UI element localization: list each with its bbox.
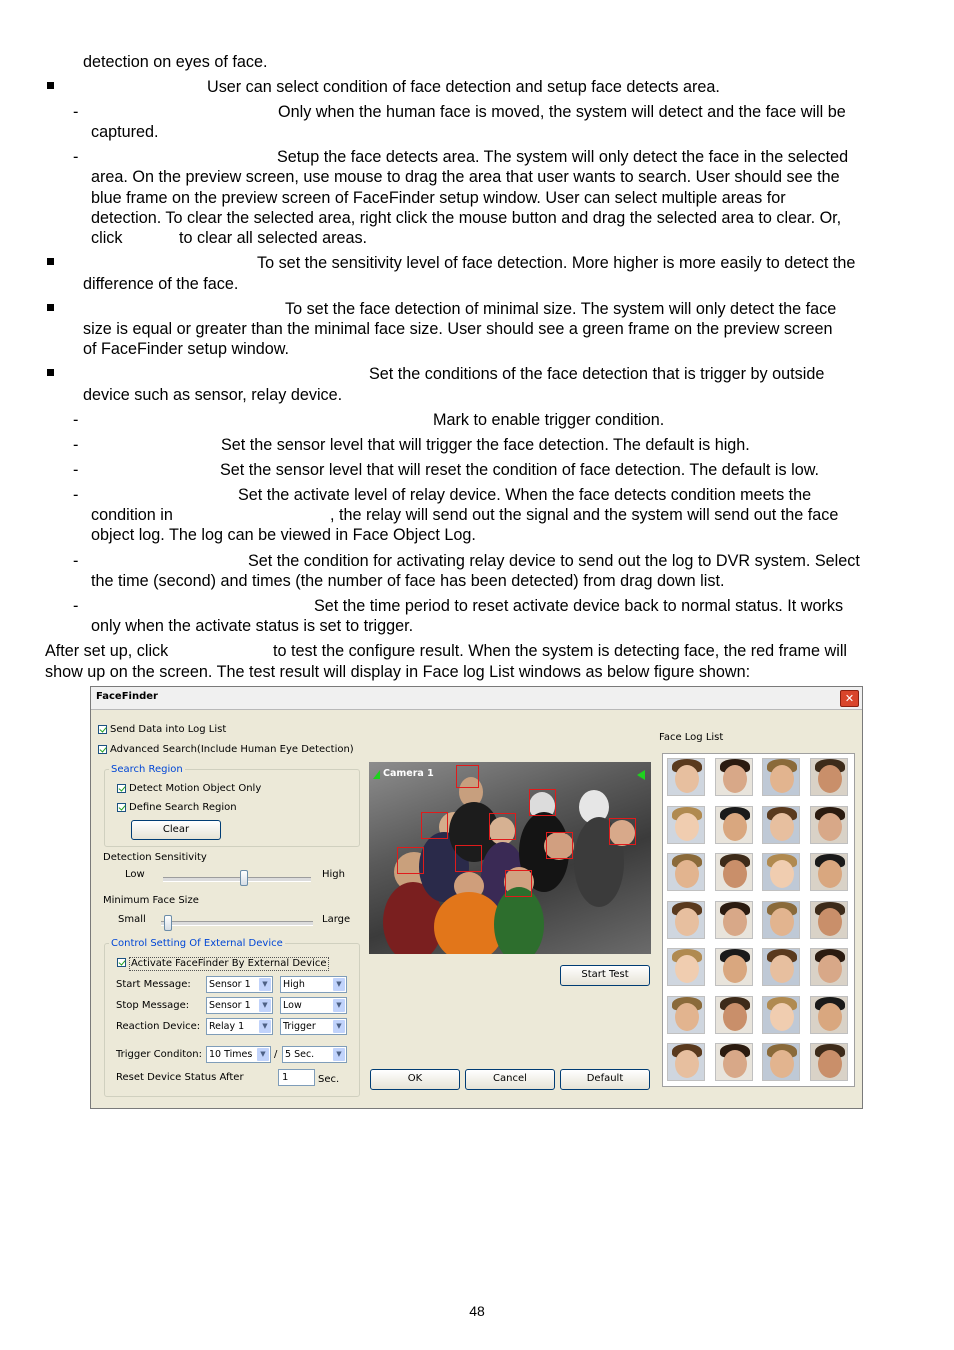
face-thumbnail[interactable] (715, 1043, 753, 1081)
face-thumbnail[interactable] (762, 806, 800, 844)
face-log-list-label: Face Log List (659, 732, 724, 743)
face-thumbnail[interactable] (667, 996, 705, 1034)
stop-level-select[interactable]: Low ▼ (280, 997, 347, 1014)
bullet (47, 304, 54, 311)
text-line: to test the configure result. When the system is detecting face, the red frame will (273, 642, 848, 660)
dialog-title: FaceFinder (96, 691, 158, 702)
text-line: size is equal or greater than the minimal face size. User should see a green frame on the preview screen (83, 320, 833, 338)
close-icon[interactable]: ✕ (840, 690, 859, 707)
signal-icon (373, 770, 380, 779)
start-level-select[interactable]: High ▼ (280, 976, 347, 993)
times-select[interactable]: 10 Times ▼ (206, 1046, 271, 1063)
min-face-slider-track[interactable] (161, 921, 313, 926)
chevron-down-icon: ▼ (257, 1048, 269, 1061)
face-thumbnail[interactable] (810, 758, 848, 796)
cancel-button[interactable]: Cancel (465, 1069, 555, 1090)
text-line: After set up, click (45, 642, 169, 660)
dash: - (73, 148, 79, 166)
face-thumbnail[interactable] (810, 806, 848, 844)
chevron-down-icon: ▼ (333, 999, 345, 1012)
seconds-select[interactable]: 5 Sec. ▼ (282, 1046, 347, 1063)
activate-checkbox[interactable] (117, 958, 126, 967)
text-line: device such as sensor, relay device. (83, 386, 343, 404)
facefinder-dialog (90, 686, 863, 1109)
text-line: Only when the human face is moved, the system will detect and the face will be (278, 103, 846, 121)
sensitivity-label: Detection Sensitivity (103, 852, 207, 863)
send-log-checkbox[interactable] (98, 725, 107, 734)
text-line: Set the condition for activating relay device to send out the log to DVR system. Select (248, 552, 860, 570)
stop-sensor-select[interactable]: Sensor 1 ▼ (206, 997, 273, 1014)
page-number: 48 (469, 1303, 485, 1319)
chevron-down-icon: ▼ (259, 999, 271, 1012)
text-line: detection. To clear the selected area, right click the mouse button and drag the selected area to clear. Or, (91, 209, 842, 227)
face-thumbnail[interactable] (667, 758, 705, 796)
start-sensor-select[interactable]: Sensor 1 ▼ (206, 976, 273, 993)
sensitivity-high-label: High (322, 869, 345, 880)
face-thumbnail[interactable] (810, 996, 848, 1034)
dash: - (73, 436, 79, 454)
camera-label: Camera 1 (383, 768, 434, 779)
trigger-condition-label: Trigger Conditon: (116, 1049, 202, 1060)
advanced-search-label: Advanced Search(Include Human Eye Detection) (110, 744, 354, 755)
activate-label: Activate FaceFinder By External Device (131, 958, 327, 969)
face-thumbnail[interactable] (810, 853, 848, 891)
chevron-down-icon: ▼ (259, 978, 271, 991)
face-thumbnail[interactable] (762, 853, 800, 891)
chevron-down-icon: ▼ (333, 978, 345, 991)
bullet (47, 258, 54, 265)
text-line: the time (second) and times (the number of face has been detected) from drag down list. (91, 572, 725, 590)
face-thumbnail[interactable] (810, 948, 848, 986)
dash: - (73, 552, 79, 570)
face-thumbnail[interactable] (667, 853, 705, 891)
dash: - (73, 486, 79, 504)
face-log-list[interactable] (662, 753, 855, 1087)
text-line: object log. The log can be viewed in Face Object Log. (91, 526, 476, 544)
sensitivity-slider-track[interactable] (163, 877, 311, 882)
external-device-legend: Control Setting Of External Device (111, 938, 283, 949)
text-line: Set the sensor level that will trigger the face detection. The default is high. (221, 436, 750, 454)
text-line: to clear all selected areas. (179, 229, 368, 247)
reaction-device-label: Reaction Device: (116, 1021, 201, 1032)
text-line: , the relay will send out the signal and the system will send out the face (330, 506, 839, 524)
text-line: User can select condition of face detection and setup face detects area. (207, 78, 720, 96)
face-thumbnail[interactable] (715, 853, 753, 891)
text-line: detection on eyes of face. (83, 53, 268, 71)
min-face-large-label: Large (322, 914, 351, 925)
face-thumbnail[interactable] (715, 996, 753, 1034)
clear-button[interactable]: Clear (131, 820, 221, 840)
dash: - (73, 411, 79, 429)
min-face-slider-thumb[interactable] (164, 915, 172, 931)
text-line: To set the face detection of minimal size. The system will only detect the face (285, 300, 837, 318)
face-thumbnail[interactable] (762, 901, 800, 939)
motion-only-checkbox[interactable] (117, 784, 126, 793)
face-thumbnail[interactable] (810, 1043, 848, 1081)
text-line: Setup the face detects area. The system will only detect the face in the selected (277, 148, 849, 166)
text-line: Mark to enable trigger condition. (433, 411, 665, 429)
define-region-label: Define Search Region (129, 802, 237, 813)
text-line: condition in (91, 506, 173, 524)
bullet (47, 369, 54, 376)
default-button[interactable]: Default (560, 1069, 650, 1090)
define-region-checkbox[interactable] (117, 803, 126, 812)
text-line: blue frame on the preview screen of FaceFinder setup window. User can select multiple areas for (91, 189, 786, 207)
face-thumbnail[interactable] (762, 948, 800, 986)
dialog-titlebar (91, 687, 862, 710)
chevron-down-icon: ▼ (333, 1020, 345, 1033)
face-thumbnail[interactable] (762, 996, 800, 1034)
text-line: of FaceFinder setup window. (83, 340, 290, 358)
text-line: click (91, 229, 123, 247)
text-line: difference of the face. (83, 275, 239, 293)
camera-preview[interactable] (369, 762, 651, 954)
relay-select[interactable]: Relay 1 ▼ (206, 1018, 273, 1035)
text-line: show up on the screen. The test result will display in Face log List windows as below figure shown: (45, 663, 751, 681)
face-thumbnail[interactable] (667, 806, 705, 844)
slash-separator: / (274, 1049, 278, 1060)
min-face-small-label: Small (118, 914, 146, 925)
text-line: Set the activate level of relay device. When the face detects condition meets the (238, 486, 812, 504)
text-line: captured. (91, 123, 159, 141)
text-line: To set the sensitivity level of face detection. More higher is more easily to detect the (257, 254, 856, 272)
text-line: Set the time period to reset activate device back to normal status. It works (314, 597, 844, 615)
face-thumbnail[interactable] (715, 948, 753, 986)
dash: - (73, 461, 79, 479)
face-thumbnail[interactable] (762, 758, 800, 796)
reset-sec-unit: Sec. (318, 1074, 340, 1085)
dash: - (73, 103, 79, 121)
chevron-down-icon: ▼ (333, 1048, 345, 1061)
start-message-label: Start Message: (116, 979, 191, 990)
text-line: Set the sensor level that will reset the condition of face detection. The default is low. (220, 461, 819, 479)
send-log-label: Send Data into Log List (110, 724, 227, 735)
face-thumbnail[interactable] (715, 901, 753, 939)
text-line: Set the conditions of the face detection that is trigger by outside (369, 365, 825, 383)
reset-seconds-input[interactable]: 1 (278, 1069, 315, 1086)
ok-button[interactable]: OK (370, 1069, 460, 1090)
face-thumbnail[interactable] (762, 1043, 800, 1081)
face-thumbnail[interactable] (667, 948, 705, 986)
motion-only-label: Detect Motion Object Only (129, 783, 262, 794)
relay-mode-select[interactable]: Trigger ▼ (280, 1018, 347, 1035)
face-thumbnail[interactable] (667, 1043, 705, 1081)
reset-after-label: Reset Device Status After (116, 1072, 244, 1083)
dash: - (73, 597, 79, 615)
face-thumbnail[interactable] (667, 901, 705, 939)
sensitivity-slider-thumb[interactable] (240, 870, 248, 886)
face-thumbnail[interactable] (810, 901, 848, 939)
face-thumbnail[interactable] (715, 806, 753, 844)
stop-message-label: Stop Message: (116, 1000, 190, 1011)
sensitivity-low-label: Low (125, 869, 145, 880)
face-thumbnail[interactable] (715, 758, 753, 796)
speaker-icon (637, 770, 645, 780)
chevron-down-icon: ▼ (259, 1020, 271, 1033)
text-line: only when the activate status is set to trigger. (91, 617, 414, 635)
min-face-label: Minimum Face Size (103, 895, 199, 906)
search-region-legend: Search Region (111, 764, 183, 775)
bullet (47, 82, 54, 89)
text-line: area. On the preview screen, use mouse to drag the area that user wants to search. User should see the (91, 168, 840, 186)
advanced-search-checkbox[interactable] (98, 745, 107, 754)
start-test-button[interactable]: Start Test (560, 965, 650, 986)
